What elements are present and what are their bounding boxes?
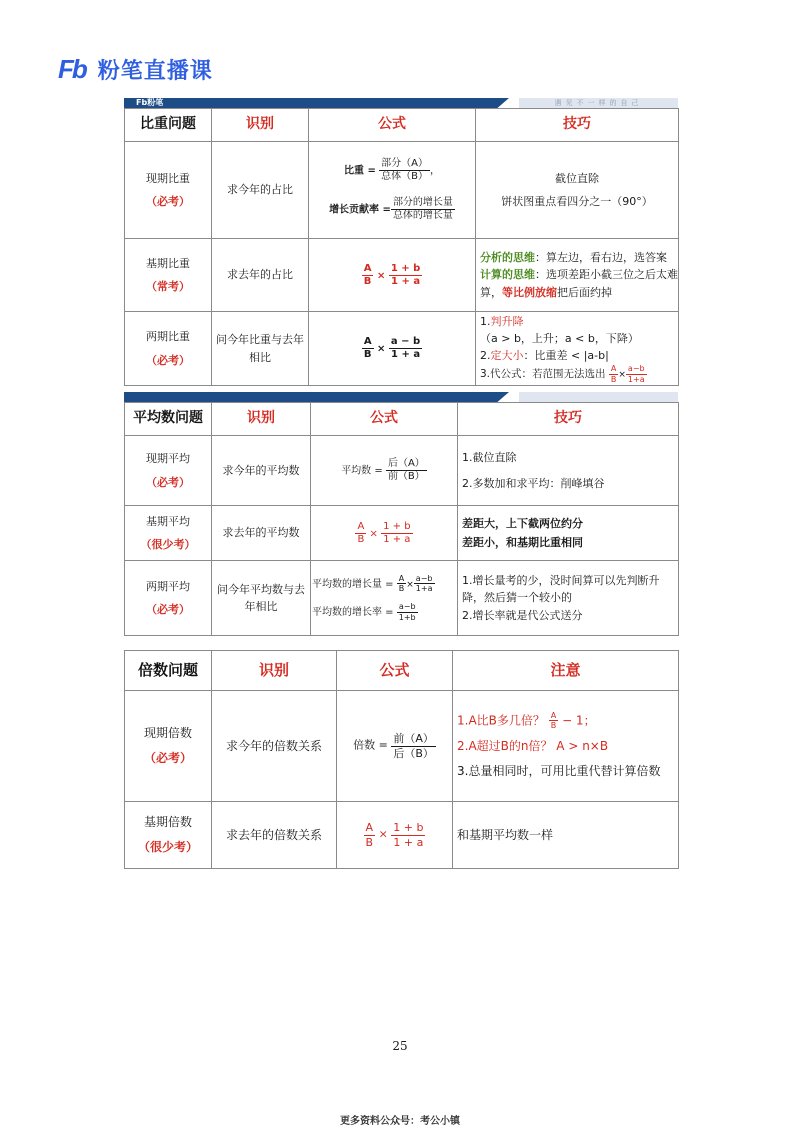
table-row <box>125 802 679 869</box>
formula-cell: $\frac{A}{B}$ × $\frac{1 + b}{1 + a}$ <box>337 802 453 869</box>
header-topic: 平均数问题 <box>125 403 212 436</box>
identify-cell: 求今年的倍数关系 <box>212 691 337 802</box>
formula-cell: 平均数的增长量 = $\frac{A}{B}$ × $\frac{a-b}{1+a}$ 平均数的增长率 = $\frac{a-b}{1+b}$ <box>311 561 458 636</box>
row-title: 两期平均 （必考） <box>125 561 212 636</box>
logo-mark: Fb <box>58 54 86 84</box>
tips-cell: 1.判升降（a > b，上升；a < b，下降） 2.定大小：比重差 < |a-b| 3.代公式：若范围无法选出 $\frac{A}{B}$ × $\frac{a-b}{1+a}$ <box>476 312 679 386</box>
formula-cell: 平均数 = $\frac{\text{后（A）}}{\text{前（B）}}$ <box>311 436 458 506</box>
row-title: 基期比重 （常考） <box>125 239 212 312</box>
table-row <box>125 312 679 386</box>
banner-logo: Fb粉笔 <box>136 98 164 107</box>
tips-cell: 1.截位直除 2.多数加和求平均：削峰填谷 <box>458 436 679 506</box>
formula-cell: $\frac{A}{B}$ × $\frac{1 + b}{1 + a}$ <box>311 506 458 561</box>
header-topic: 比重问题 <box>125 109 212 142</box>
row-title: 现期比重 （必考） <box>125 142 212 239</box>
table-row <box>125 506 679 561</box>
header-identify: 识别 <box>212 109 309 142</box>
tips-cell: 1.增长量考的少，没时间算可以先判断升降，然后猜一个较小的 2.增长率就是代公式送分 <box>458 561 679 636</box>
row-title: 基期倍数 （很少考） <box>125 802 212 869</box>
header-formula: 公式 <box>337 651 453 691</box>
table-row <box>125 436 679 506</box>
header-tips: 技巧 <box>476 109 679 142</box>
table-banner <box>124 98 678 108</box>
identify-cell: 求去年的倍数关系 <box>212 802 337 869</box>
tips-cell: 差距大，上下截两位约分 差距小，和基期比重相同 <box>458 506 679 561</box>
table-row <box>125 691 679 802</box>
tips-cell: 分析的思维：算左边，看右边，选答案 计算的思维：选项差距小截三位之后太难 算，等比例放缩把后面约掉 <box>476 239 679 312</box>
formula-cell: $\frac{A}{B}$ × $\frac{a - b}{1 + a}$ <box>309 312 476 386</box>
table-row <box>125 561 679 636</box>
footer-text: 更多资料公众号：考公小镇 <box>340 1116 460 1127</box>
identify-cell: 求去年的占比 <box>212 239 309 312</box>
header-identify: 识别 <box>212 651 337 691</box>
identify-cell: 求今年的占比 <box>212 142 309 239</box>
header-note: 注意 <box>453 651 679 691</box>
average-table <box>124 402 679 636</box>
row-title: 现期倍数 （必考） <box>125 691 212 802</box>
header-identify: 识别 <box>212 403 311 436</box>
header-topic: 倍数问题 <box>125 651 212 691</box>
identify-cell: 求去年的平均数 <box>212 506 311 561</box>
logo-text: 粉笔直播课 <box>97 59 213 84</box>
header-formula: 公式 <box>309 109 476 142</box>
identify-cell: 问今年比重与去年相比 <box>212 312 309 386</box>
page-number: 25 <box>392 1039 408 1053</box>
header-formula: 公式 <box>311 403 458 436</box>
brand-logo <box>58 54 213 85</box>
multiple-table <box>124 650 679 869</box>
formula-cell: 倍数 = $\frac{\text{前（A）}}{\text{后（B）}}$ <box>337 691 453 802</box>
banner-slogan: 遇见不一样的自己 <box>519 98 678 108</box>
row-title: 两期比重 （必考） <box>125 312 212 386</box>
formula-cell: 比重 = $\frac{\text{部分（A）}}{\text{总体（B）}}$ ， 增长贡献率 = $\frac{\text{部分的增长量}}{\text{总体的增长量}}$ <box>309 142 476 239</box>
proportion-table <box>124 108 679 386</box>
table-banner <box>124 392 678 402</box>
table-row <box>125 142 679 239</box>
row-title: 基期平均 （很少考） <box>125 506 212 561</box>
identify-cell: 求今年的平均数 <box>212 436 311 506</box>
header-tips: 技巧 <box>458 403 679 436</box>
formula-cell: $\frac{A}{B}$ × $\frac{1 + b}{1 + a}$ <box>309 239 476 312</box>
identify-cell: 问今年平均数与去年相比 <box>212 561 311 636</box>
row-title: 现期平均 （必考） <box>125 436 212 506</box>
notes-cell: 1.A比B多几倍？ $\frac{A}{B}$ − 1； 2.A超过B的n倍？ A > n×B 3.总量相同时，可用比重代替计算倍数 <box>453 691 679 802</box>
notes-cell: 和基期平均数一样 <box>453 802 679 869</box>
tips-cell: 截位直除 饼状图重点看四分之一（90°） <box>476 142 679 239</box>
table-row <box>125 239 679 312</box>
